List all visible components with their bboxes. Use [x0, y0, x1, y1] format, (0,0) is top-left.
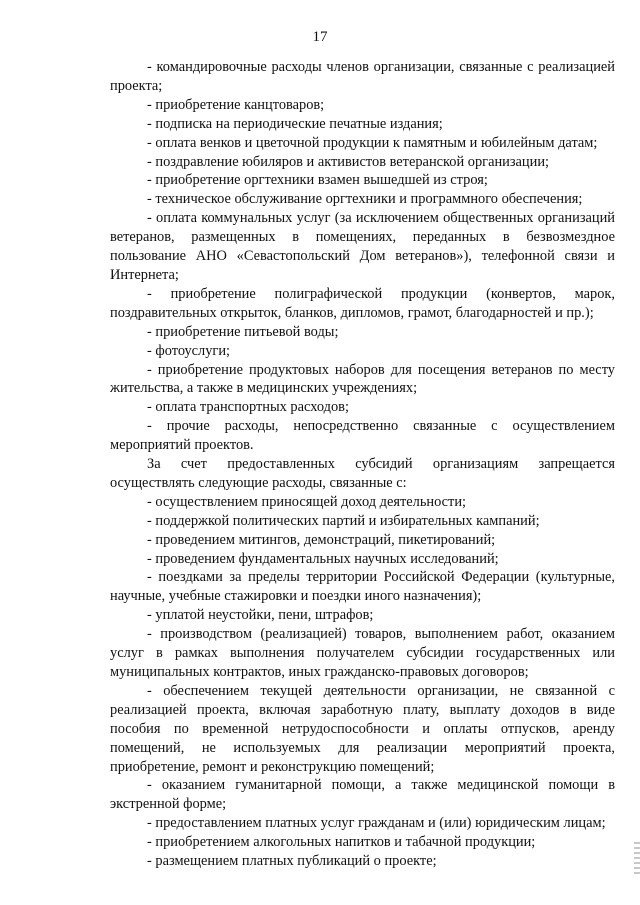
list-item: - приобретением алкогольных напитков и табачной продукции;	[147, 834, 536, 851]
list-item: - приобретение полиграфической продукции (конвертов, марок, поздравительных открыток, бланков, дипломов, грамот, благодарностей и пр.);	[110, 285, 615, 321]
list-item: - оплата транспортных расходов;	[147, 399, 349, 416]
page-number: 17	[312, 29, 328, 45]
list-item: - приобретение продуктовых наборов для посещения ветеранов по месту жительства, а также в медицинских учреждениях;	[110, 361, 615, 397]
list-item: - поздравление юбиляров и активистов ветеранской организации;	[147, 153, 550, 170]
list-item: - размещением платных публикаций о проекте;	[147, 853, 437, 870]
list-item: - предоставлением платных услуг гражданам и (или) юридическим лицам;	[147, 815, 606, 832]
document-body	[110, 58, 615, 871]
list-item: - поездками за пределы территории Российской Федерации (культурные, научные, учебные стажировки и поездки иного назначения);	[110, 569, 615, 605]
list-item: - фотоуслуги;	[147, 342, 231, 359]
list-item: - оплата коммунальных услуг (за исключением общественных организаций ветеранов, размещенных в помещениях, переданных в безвозмездное пользование АНО «Севастопольский Дом ветеранов»), телефонной связи и Интернета;	[110, 210, 615, 283]
list-item: - техническое обслуживание оргтехники и программного обеспечения;	[147, 191, 583, 208]
list-item: - проведением митингов, демонстраций, пикетирований;	[147, 531, 496, 548]
list-item: - приобретение питьевой воды;	[147, 323, 339, 340]
list-item: - уплатой неустойки, пени, штрафов;	[147, 607, 374, 624]
list-item: - приобретение канцтоваров;	[147, 96, 325, 113]
list-item: - производством (реализацией) товаров, выполнением работ, оказанием услуг в рамках выполнения получателем субсидии государственных или муниципальных контрактов, иных гражданско-правовых договоров;	[110, 626, 615, 680]
list-item: - командировочные расходы членов организации, связанные с реализацией проекта;	[110, 59, 615, 94]
list-item: - проведением фундаментальных научных исследований;	[147, 550, 499, 567]
list-item: - приобретение оргтехники взамен вышедшей из строя;	[147, 172, 488, 189]
list-item: - обеспечением текущей деятельности организации, не связанной с реализацией проекта, включая заработную плату, выплату доходов в виде пособия по временной нетрудоспособности и оплаты отпусков, аренду помещений, не используемых для реализации мероприятий проекта, приобретение, ремонт и реконструкцию помещений;	[110, 682, 615, 775]
list-item: - оплата венков и цветочной продукции к памятным и юбилейным датам;	[147, 134, 598, 151]
list-item: - поддержкой политических партий и избирательных кампаний;	[147, 512, 540, 529]
list-item: - подписка на периодические печатные издания;	[147, 115, 443, 132]
list-item: - прочие расходы, непосредственно связанные с осуществлением мероприятий проектов.	[110, 418, 615, 454]
list-item: - осуществлением приносящей доход деятельности;	[147, 493, 467, 510]
scan-edge-marks	[634, 842, 640, 876]
list-item: - оказанием гуманитарной помощи, а также медицинской помощи в экстренной форме;	[110, 777, 615, 813]
restriction-intro-paragraph: За счет предоставленных субсидий организациям запрещается осуществлять следующие расходы, связанные с:	[110, 456, 615, 491]
